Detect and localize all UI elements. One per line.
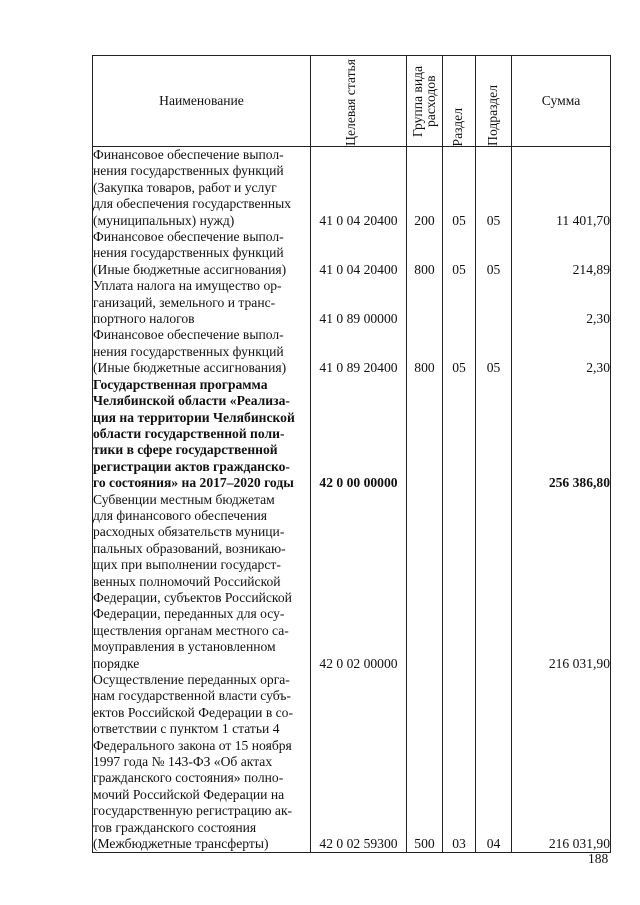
row-section bbox=[443, 377, 476, 492]
row-name bbox=[93, 147, 311, 230]
row-name-text: Финансовое обеспечение выпол- нения государственных функций (Иные бюджетные ассигнования) bbox=[93, 229, 287, 277]
header-subsection-cell bbox=[476, 56, 512, 147]
row-name-text: Уплата налога на имущество ор- ганизаций, земельного и транс- портного налогов bbox=[93, 278, 282, 327]
row-name bbox=[93, 377, 311, 492]
header-expense-group-cell bbox=[407, 56, 443, 147]
row-subsection: 05 bbox=[476, 229, 512, 278]
row-section: 03 bbox=[443, 672, 476, 853]
row-expense-group bbox=[407, 492, 443, 672]
row-name-text: Государственная программа Челябинской области «Реализа- ция на территории Челябинской области государственной поли- тики в сфере государственной регистрации актов гражданско- го состояния» на 2017–2020 годы bbox=[93, 376, 295, 491]
row-subsection bbox=[476, 278, 512, 327]
row-expense-group: 500 bbox=[407, 672, 443, 853]
row-name-text: Финансовое обеспечение выпол- нения государственных функций (Закупка товаров, работ и услуг для обеспечения государственных (муниципальных) нужд) bbox=[93, 147, 292, 228]
table-row bbox=[93, 229, 611, 278]
row-subsection: 05 bbox=[476, 327, 512, 376]
table-row bbox=[93, 147, 611, 230]
row-expense-group bbox=[407, 377, 443, 492]
row-subsection bbox=[476, 377, 512, 492]
row-section: 05 bbox=[443, 327, 476, 376]
row-target-article: 41 0 04 20400 bbox=[311, 147, 407, 230]
row-section: 05 bbox=[443, 229, 476, 278]
page-number: 188 bbox=[588, 851, 609, 866]
row-name-text: Финансовое обеспечение выпол- нения государственных функций (Иные бюджетные ассигнования) bbox=[93, 327, 287, 376]
row-sum: 214,89 bbox=[512, 229, 611, 278]
row-target-article: 42 0 00 00000 bbox=[311, 377, 407, 492]
header-expense-group: Группа вида расходов bbox=[409, 65, 438, 137]
header-subsection: Подраздел bbox=[484, 85, 500, 146]
row-section bbox=[443, 492, 476, 672]
row-section bbox=[443, 278, 476, 327]
table-row bbox=[93, 672, 611, 853]
row-target-article: 42 0 02 59300 bbox=[311, 672, 407, 853]
row-name-text: Субвенции местным бюджетам для финансового обеспечения расходных обязательств муници- пальных образований, возникаю- щих при выполнении государст- венных полномочий Российской Федерации, субъектов Российской Федерации, переданных для осу- ществления органам местного са- моуправления в установленном порядке bbox=[93, 491, 292, 671]
row-subsection bbox=[476, 492, 512, 672]
row-target-article: 42 0 02 00000 bbox=[311, 492, 407, 672]
row-name bbox=[93, 229, 311, 278]
row-target-article: 41 0 89 00000 bbox=[311, 278, 407, 327]
row-target-article: 41 0 89 20400 bbox=[311, 327, 407, 376]
budget-table bbox=[92, 55, 611, 853]
row-sum: 2,30 bbox=[512, 327, 611, 376]
row-name-text: Осуществление переданных орга- нам государственной власти субъ- ектов Российской Федерации в со- ответствии с пунктом 1 статьи 4 Федерального закона от 15 ноября 1997 года № 143-ФЗ «Об актах гражданского состояния» полно- мочий Российской Федерации на государственную регистрацию ак- тов гражданского состояния (Межбюджетные трансферты) bbox=[93, 672, 293, 852]
row-sum: 11 401,70 bbox=[512, 147, 611, 230]
header-target-article: Целевая статья bbox=[342, 59, 358, 146]
row-sum: 216 031,90 bbox=[512, 492, 611, 672]
header-section: Раздел bbox=[450, 107, 465, 146]
row-expense-group: 200 bbox=[407, 147, 443, 230]
row-name bbox=[93, 278, 311, 327]
header-name: Наименование bbox=[93, 56, 311, 147]
row-name bbox=[93, 327, 311, 376]
row-expense-group: 800 bbox=[407, 327, 443, 376]
row-name bbox=[93, 672, 311, 853]
row-sum: 216 031,90 bbox=[512, 672, 611, 853]
table-row bbox=[93, 278, 611, 327]
table-header-row bbox=[93, 56, 611, 147]
row-expense-group: 800 bbox=[407, 229, 443, 278]
row-subsection: 04 bbox=[476, 672, 512, 853]
row-target-article: 41 0 04 20400 bbox=[311, 229, 407, 278]
table-row bbox=[93, 377, 611, 492]
row-name bbox=[93, 492, 311, 672]
header-sum: Сумма bbox=[512, 56, 611, 147]
row-sum: 2,30 bbox=[512, 278, 611, 327]
header-target-article-cell bbox=[311, 56, 407, 147]
row-expense-group bbox=[407, 278, 443, 327]
row-subsection: 05 bbox=[476, 147, 512, 230]
table-row bbox=[93, 492, 611, 672]
row-sum: 256 386,80 bbox=[512, 377, 611, 492]
row-section: 05 bbox=[443, 147, 476, 230]
table-row bbox=[93, 327, 611, 376]
header-section-cell bbox=[443, 56, 476, 147]
